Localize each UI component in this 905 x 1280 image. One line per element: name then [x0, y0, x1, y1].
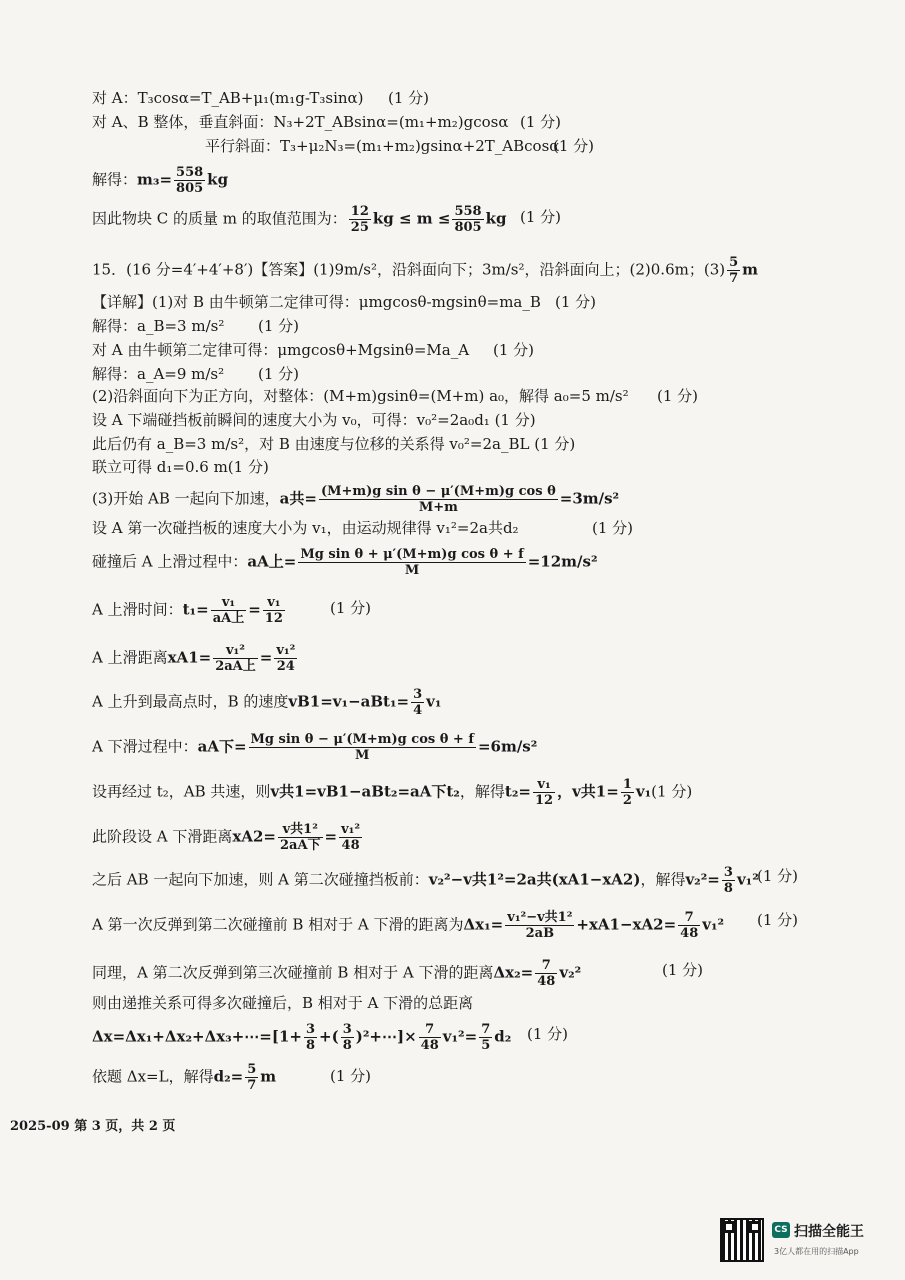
variable-text: d₂	[494, 1027, 512, 1046]
line-4	[92, 165, 228, 196]
variable-text: aA下=	[197, 737, 247, 756]
page-footer: 2025-09 第 3 页，共 2 页	[10, 1119, 176, 1134]
fraction	[211, 595, 247, 626]
equation-text: 联立可得 d₁=0.6 m(1 分)	[92, 458, 269, 476]
denominator: 805	[176, 181, 204, 196]
variable-text: v₂²=	[685, 870, 720, 889]
score	[258, 364, 299, 384]
score	[493, 340, 534, 360]
score	[527, 1024, 568, 1044]
variable-text: Δx₁=	[463, 915, 504, 934]
fraction	[249, 732, 476, 763]
variable-text: aA上=	[247, 552, 297, 571]
equation-text: 平行斜面：T₃+μ₂N₃=(m₁+m₂)gsinα+2T_ABcosα	[205, 137, 560, 155]
label-text: 设再经过 t₂，AB 共速，则	[92, 782, 271, 801]
equation-text: 对 A 由牛顿第二定律可得：μmgcosθ+Mgsinθ=Ma_A	[92, 341, 470, 359]
expression-text: )²+⋯]×	[355, 1027, 417, 1046]
variable-text: v₂²	[559, 963, 582, 982]
numerator: 558	[176, 165, 204, 180]
expression-text: v共1=vB1−aBt₂=aA下t₂	[270, 782, 460, 801]
score	[657, 386, 698, 406]
fraction	[339, 822, 362, 853]
expression-text: v₁²=	[442, 1027, 478, 1046]
detail-8	[92, 457, 269, 477]
fraction	[411, 687, 424, 718]
score	[592, 518, 633, 538]
label-text: (3)开始 AB 一起向下加速，	[92, 489, 280, 508]
expression-text: v₂²−v共1²=2a共(xA1−xA2)	[428, 870, 641, 889]
fraction	[304, 1022, 317, 1053]
score	[330, 1066, 371, 1086]
fraction	[678, 910, 700, 941]
label-text: 之后 AB 一起向下加速，则 A 第二次碰撞挡板前：	[92, 870, 429, 889]
fraction	[349, 204, 371, 235]
numerator: 3	[305, 1022, 316, 1037]
score-text: (1 分)	[592, 519, 634, 537]
denominator: 12	[534, 793, 554, 808]
score-text: (1 分)	[258, 317, 300, 335]
equation-text: 则由递推关系可得多次碰撞后，B 相对于 A 下滑的总距离	[92, 994, 474, 1012]
equation-text: 此后仍有 a_B=3 m/s²，对 B 由速度与位移的关系得 v₀²=2a_BL (1 分)	[92, 435, 576, 453]
denominator: 2	[622, 793, 632, 808]
numerator: v₁²−v共1²	[507, 910, 573, 925]
question-15-header	[92, 255, 758, 286]
line-5	[92, 204, 506, 235]
numerator: 7	[481, 1022, 491, 1037]
equation-text: 设 A 下端碰挡板前瞬间的速度大小为 v₀，可得：v₀²=2a₀d₁ (1 分)	[92, 411, 536, 429]
label-text: 依题 Δx=L，解得	[92, 1067, 214, 1086]
camscanner-badge	[720, 1218, 890, 1268]
numerator: (M+m)g sin θ − μ′(M+m)g cos θ	[320, 484, 556, 499]
detail-13	[92, 643, 299, 674]
result-text: =12m/s²	[527, 552, 598, 571]
expression-text: +xA1−xA2=	[576, 915, 677, 934]
numerator: v共1²	[278, 822, 323, 838]
numerator: 3	[723, 865, 733, 880]
detail-16	[92, 777, 692, 808]
denominator: 4	[413, 703, 423, 718]
result-text: =6m/s²	[477, 737, 538, 756]
variable-text: v₁²	[736, 870, 759, 889]
detail-21	[92, 993, 473, 1013]
unit-text: m	[260, 1067, 277, 1086]
denominator: 7	[247, 1078, 257, 1093]
score-text: (1 分)	[330, 599, 372, 617]
numerator: Mg sin θ + μ′(M+m)g cos θ + f	[300, 547, 524, 562]
denominator: 48	[537, 974, 556, 989]
score-text: (1 分)	[330, 1067, 372, 1085]
equals-text: =	[324, 827, 338, 846]
fraction	[245, 1062, 258, 1093]
fraction	[727, 255, 740, 286]
numerator: v₁	[263, 595, 285, 611]
denominator: aA上	[212, 611, 245, 626]
variable-text: t₂=	[504, 782, 531, 801]
equals-text: =	[248, 600, 261, 619]
numerator: 7	[678, 910, 700, 926]
fraction	[452, 204, 483, 235]
detail-15	[92, 732, 537, 763]
label-text: 因此物块 C 的质量 m 的取值范围为：	[92, 209, 347, 228]
result-text: =3m/s²	[559, 489, 620, 508]
unit-text: kg	[485, 209, 507, 228]
score-text: (1 分)	[388, 89, 430, 107]
numerator: 7	[419, 1022, 441, 1038]
label-text: A 上滑距离	[92, 648, 168, 667]
score-text: (1 分)	[657, 387, 699, 405]
denominator: 2aB	[525, 926, 555, 941]
detail-3	[92, 340, 469, 360]
fraction	[621, 777, 634, 808]
label-text: 同理，A 第二次反弹到第三次碰撞前 B 相对于 A 下滑的距离	[92, 963, 494, 982]
line-3	[205, 136, 559, 156]
fraction	[533, 777, 555, 808]
camscanner-logo: CS	[772, 1222, 790, 1238]
fraction	[319, 484, 558, 515]
denominator: 7	[729, 271, 739, 286]
line-1	[92, 88, 364, 108]
variable-text: v₁	[426, 692, 442, 711]
numerator: 7	[535, 958, 557, 974]
label-text: 此阶段设 A 下滑距离	[92, 827, 233, 846]
answer-text: 15．(16 分=4′+4′+8′)【答案】(1)9m/s²，沿斜面向下；3m/s²，沿斜面向上；(2)0.6m；(3)	[92, 260, 726, 279]
score	[555, 292, 596, 312]
detail-14	[92, 687, 441, 718]
equation-text: 对 A：T₃cosα=T_AB+μ₁(m₁g-T₃sinα)	[92, 89, 364, 107]
numerator: Mg sin θ − μ′(M+m)g cos θ + f	[250, 732, 474, 747]
line-2	[92, 112, 508, 132]
numerator: 5	[729, 255, 739, 270]
detail-6	[92, 410, 536, 430]
score-text: (1 分)	[555, 293, 597, 311]
unit-text: m	[742, 260, 759, 279]
detail-22	[92, 1022, 511, 1053]
score-text: (1 分)	[662, 961, 704, 979]
fraction	[274, 643, 297, 674]
denominator: M	[355, 748, 370, 763]
numerator: 12	[350, 204, 369, 219]
label-text: 碰撞后 A 上滑过程中：	[92, 552, 248, 571]
variable-text: t₁=	[182, 600, 209, 619]
score-text: (1 分)	[757, 911, 799, 929]
denominator: 8	[305, 1038, 316, 1053]
numerator: 1	[622, 777, 632, 792]
qr-code-icon	[720, 1218, 764, 1262]
score	[757, 910, 798, 930]
camscanner-name: 扫描全能王	[794, 1224, 864, 1240]
detail-5	[92, 386, 629, 406]
label-text: A 第一次反弹到第二次碰撞前 B 相对于 A 下滑的距离为	[92, 915, 464, 934]
fraction	[278, 822, 323, 853]
equation-text: 设 A 第一次碰挡板的速度大小为 v₁，由运动规律得 v₁²=2a共d₂	[92, 519, 519, 537]
label-text: A 上升到最高点时，B 的速度	[92, 692, 289, 711]
denominator: 8	[342, 1038, 352, 1053]
score-text: (1 分)	[553, 137, 595, 155]
score-text: (1 分)	[651, 782, 693, 801]
fraction	[298, 547, 525, 578]
denominator: 48	[680, 926, 699, 941]
variable-text: Δx₂=	[493, 963, 534, 982]
denominator: 2aA下	[279, 838, 321, 853]
score	[330, 598, 371, 618]
fraction	[174, 165, 205, 196]
detail-17	[92, 822, 364, 853]
numerator: v₁²	[341, 822, 361, 837]
label-text: 解得：	[92, 170, 138, 189]
score	[388, 88, 429, 108]
inequality-text: kg ≤ m ≤	[372, 209, 451, 228]
score-text: (1 分)	[520, 208, 562, 226]
detail-11	[92, 547, 598, 578]
fraction	[213, 643, 258, 674]
score	[662, 960, 703, 980]
score-text: (1 分)	[527, 1025, 569, 1043]
detail-23	[92, 1062, 276, 1093]
denominator: M	[404, 563, 420, 578]
score-text: (1 分)	[258, 365, 300, 383]
score-text: (1 分)	[757, 867, 799, 885]
detail-10	[92, 518, 519, 538]
equation-text: 【详解】(1)对 B 由牛顿第二定律可得：μmgcosθ-mgsinθ=ma_B	[92, 293, 541, 311]
numerator: v₁	[533, 777, 555, 793]
expression-text: +(	[319, 1027, 339, 1046]
numerator: 3	[413, 687, 423, 702]
variable-text: xA2=	[232, 827, 276, 846]
variable-text: v₁²	[702, 915, 725, 934]
detail-19	[92, 910, 724, 941]
fraction	[479, 1022, 492, 1053]
score	[757, 866, 798, 886]
denominator: 8	[723, 881, 733, 896]
variable-text: xA1=	[167, 648, 212, 667]
score	[520, 112, 561, 132]
denominator: 48	[341, 838, 360, 853]
unit-text: kg	[207, 170, 229, 189]
fraction	[419, 1022, 441, 1053]
label-text: ，解得	[459, 782, 505, 801]
variable-text: a共=	[279, 489, 317, 508]
denominator: 12	[264, 611, 283, 626]
fraction	[535, 958, 557, 989]
numerator: 558	[454, 204, 482, 219]
label-text: A 上滑时间：	[92, 600, 183, 619]
detail-9	[92, 484, 619, 515]
denominator: 24	[276, 659, 295, 674]
detail-2	[92, 316, 224, 336]
expression-text: Δx=Δx₁+Δx₂+Δx₃+⋯=[1+	[92, 1027, 302, 1046]
denominator: 5	[481, 1038, 491, 1053]
numerator: 3	[342, 1022, 352, 1037]
denominator: 805	[454, 220, 482, 235]
denominator: M+m	[418, 500, 458, 515]
numerator: v₁²	[276, 643, 296, 658]
denominator: 25	[350, 220, 369, 235]
equation-text: 解得：a_B=3 m/s²	[92, 317, 225, 335]
detail-4	[92, 364, 224, 384]
detail-12	[92, 595, 287, 626]
score-text: (1 分)	[520, 113, 562, 131]
denominator: 48	[420, 1038, 439, 1053]
camscanner-slogan: 3亿人都在用的扫描App	[774, 1247, 859, 1256]
variable-text: ，v共1=	[557, 782, 619, 801]
fraction	[341, 1022, 354, 1053]
equation-text: (2)沿斜面向下为正方向，对整体：(M+m)gsinθ=(M+m) a₀，解得 a₀=5 m/s²	[92, 387, 629, 405]
variable-text: d₂=	[213, 1067, 244, 1086]
numerator: v₁²	[213, 643, 258, 659]
numerator: 5	[247, 1062, 257, 1077]
fraction	[263, 595, 285, 626]
variable-text: v₁	[635, 782, 652, 801]
score	[553, 136, 594, 156]
detail-1	[92, 292, 541, 312]
detail-18	[92, 865, 759, 896]
score-text: (1 分)	[493, 341, 535, 359]
detail-20	[92, 958, 581, 989]
label-text: ，解得	[640, 870, 686, 889]
expression-text: vB1=v₁−aBt₁=	[288, 692, 410, 711]
numerator: v₁	[211, 595, 247, 611]
detail-7	[92, 434, 575, 454]
equation-text: 解得：a_A=9 m/s²	[92, 365, 225, 383]
score	[258, 316, 299, 336]
fraction	[722, 865, 735, 896]
equation-text: 对 A、B 整体，垂直斜面：N₃+2T_ABsinα=(m₁+m₂)gcosα	[92, 113, 509, 131]
score	[520, 207, 561, 227]
variable-text: m₃=	[137, 170, 173, 189]
label-text: A 下滑过程中：	[92, 737, 198, 756]
equals-text: =	[259, 648, 273, 667]
denominator: 2aA上	[215, 659, 256, 674]
fraction	[505, 910, 574, 941]
